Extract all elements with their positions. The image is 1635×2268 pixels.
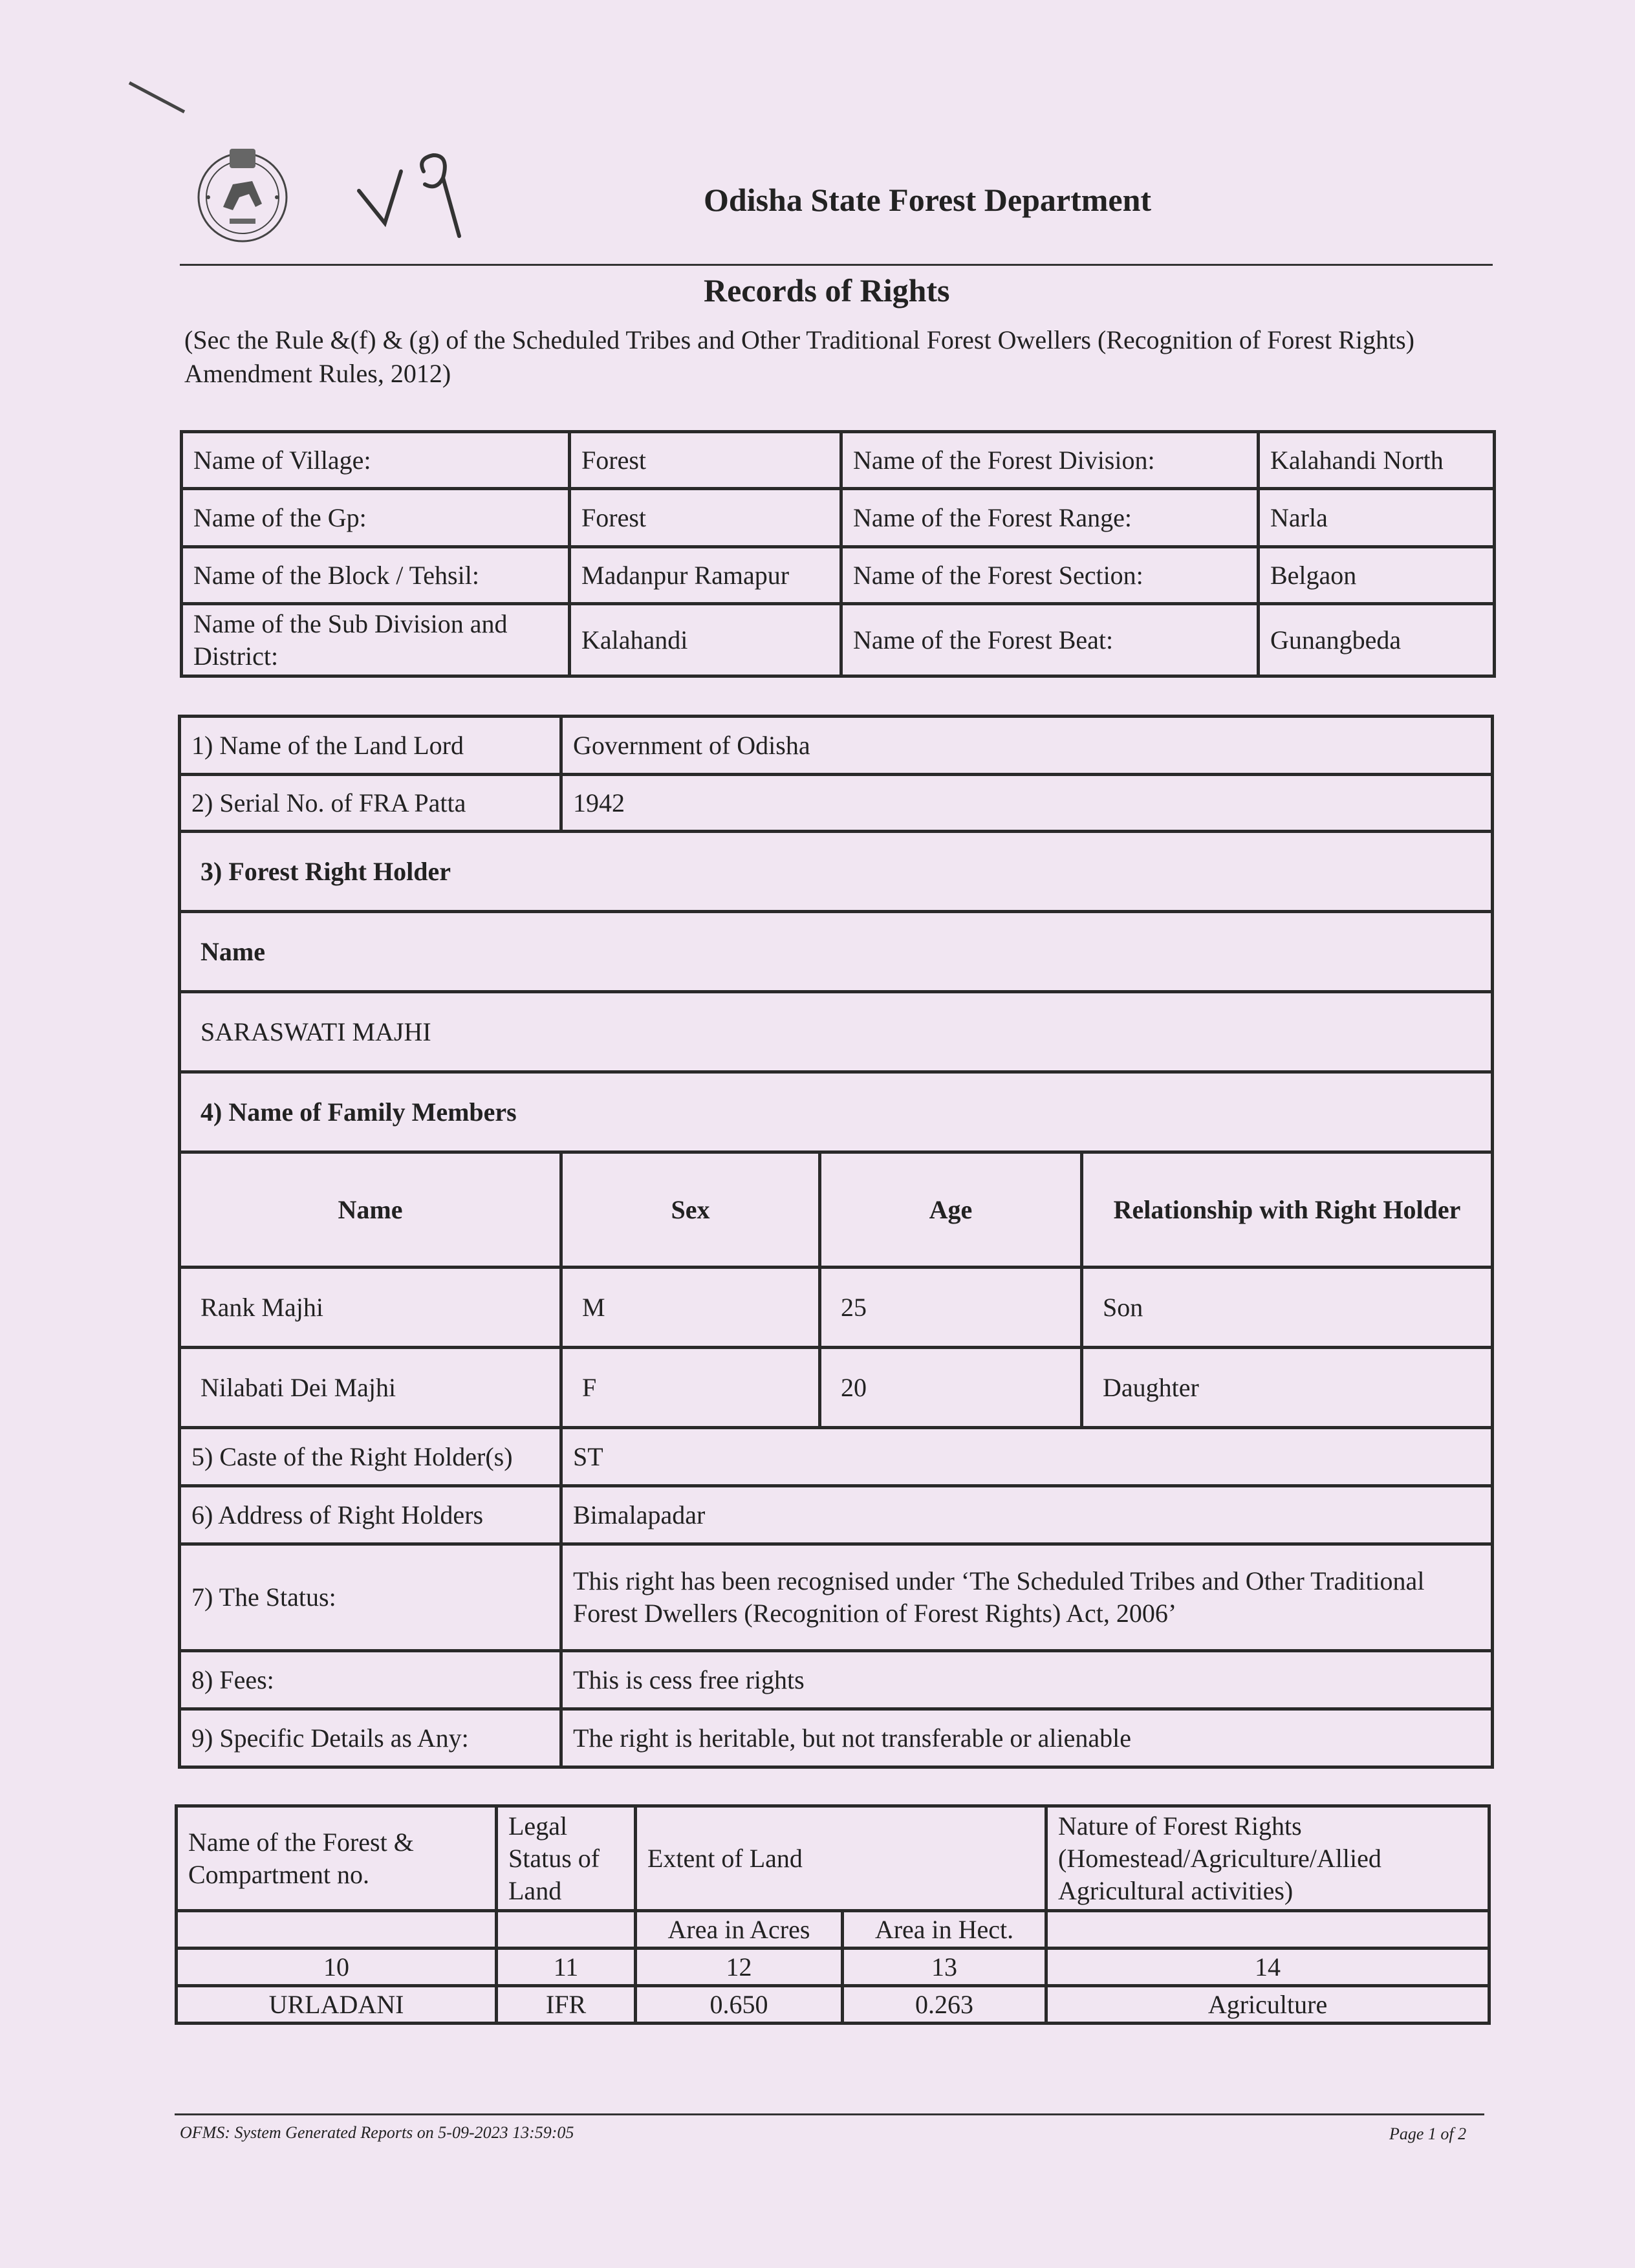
land-acres: 0.650 — [636, 1986, 843, 2024]
footer-divider — [175, 2113, 1484, 2115]
col-forest: Name of the Forest & Compartment no. — [177, 1806, 497, 1911]
land-table — [175, 1804, 1491, 2025]
block-label: Name of the Block / Tehsil: — [182, 547, 570, 604]
beat-value: Gunangbeda — [1259, 604, 1495, 676]
block-value: Madanpur Ramapur — [570, 547, 841, 604]
blank-cell — [497, 1911, 636, 1949]
family-name: Rank Majhi — [180, 1268, 561, 1348]
division-value: Kalahandi North — [1259, 432, 1495, 489]
holder-name: SARASWATI MAJHI — [180, 992, 1493, 1072]
land-hect: 0.263 — [843, 1986, 1046, 2024]
beat-label: Name of the Forest Beat: — [841, 604, 1259, 676]
col-number: 13 — [843, 1949, 1046, 1986]
subdiv-value: Kalahandi — [570, 604, 841, 676]
handwritten-mark — [352, 146, 475, 243]
caste-value: ST — [561, 1428, 1493, 1486]
footer-page-number: Page 1 of 2 — [1389, 2124, 1467, 2143]
family-sex: F — [561, 1348, 820, 1428]
section-value: Belgaon — [1259, 547, 1495, 604]
page-subtitle: (Sec the Rule &(f) & (g) of the Scheduled Tribes and Other Traditional Forest Owellers (Recognition of Forest Rights) Amendment Rules, 2012) — [184, 325, 1414, 388]
location-table — [180, 430, 1496, 678]
subdiv-label: Name of the Sub Division and District: — [182, 604, 570, 676]
fees-label: 8) Fees: — [180, 1651, 561, 1709]
blank-cell — [1046, 1911, 1489, 1949]
status-line-2: Forest Dwellers (Recognition of Forest Rights) Act, 2006’ — [573, 1599, 1177, 1628]
family-heading: 4) Name of Family Members — [180, 1072, 1493, 1152]
header-divider — [180, 264, 1493, 266]
family-name: Nilabati Dei Majhi — [180, 1348, 561, 1428]
family-relation: Daughter — [1082, 1348, 1493, 1428]
col-number: 12 — [636, 1949, 843, 1986]
landlord-value: Government of Odisha — [561, 717, 1493, 775]
family-col-relation: Relationship with Right Holder — [1082, 1152, 1493, 1268]
col-number: 11 — [497, 1949, 636, 1986]
village-label: Name of Village: — [182, 432, 570, 489]
status-line-1: This right has been recognised under ‘The Scheduled Tribes and Other Traditional — [573, 1566, 1425, 1595]
gp-value: Forest — [570, 489, 841, 547]
family-col-age: Age — [820, 1152, 1082, 1268]
record-table — [178, 715, 1494, 1769]
odisha-emblem-logo — [194, 142, 291, 246]
sub-acres: Area in Acres — [636, 1911, 843, 1949]
col-legal: Legal Status of Land — [497, 1806, 636, 1911]
details-value: The right is heritable, but not transferable or alienable — [561, 1709, 1493, 1767]
range-label: Name of the Forest Range: — [841, 489, 1259, 547]
col-extent: Extent of Land — [636, 1806, 1046, 1911]
serial-value: 1942 — [561, 775, 1493, 832]
col-nature: Nature of Forest Rights (Homestead/Agriculture/Allied Agricultural activities) — [1046, 1806, 1489, 1911]
landlord-label: 1) Name of the Land Lord — [180, 717, 561, 775]
status-label: 7) The Status: — [180, 1544, 561, 1651]
department-name: Odisha State Forest Department — [704, 182, 1152, 218]
sub-hect: Area in Hect. — [843, 1911, 1046, 1949]
family-sex: M — [561, 1268, 820, 1348]
family-col-name: Name — [180, 1152, 561, 1268]
details-label: 9) Specific Details as Any: — [180, 1709, 561, 1767]
holder-heading: 3) Forest Right Holder — [180, 832, 1493, 912]
table-row — [180, 1268, 1493, 1348]
section-label: Name of the Forest Section: — [841, 547, 1259, 604]
land-forest: URLADANI — [177, 1986, 497, 2024]
division-label: Name of the Forest Division: — [841, 432, 1259, 489]
col-number: 10 — [177, 1949, 497, 1986]
pen-stroke — [126, 76, 191, 115]
address-label: 6) Address of Right Holders — [180, 1486, 561, 1544]
family-col-sex: Sex — [561, 1152, 820, 1268]
family-relation: Son — [1082, 1268, 1493, 1348]
fees-value: This is cess free rights — [561, 1651, 1493, 1709]
village-value: Forest — [570, 432, 841, 489]
gp-label: Name of the Gp: — [182, 489, 570, 547]
family-age: 25 — [820, 1268, 1082, 1348]
table-row — [180, 1348, 1493, 1428]
footer-generated: OFMS: System Generated Reports on 5-09-2023 13:59:05 — [180, 2123, 574, 2142]
page-title: Records of Rights — [704, 272, 950, 308]
range-value: Narla — [1259, 489, 1495, 547]
name-heading: Name — [180, 912, 1493, 992]
caste-label: 5) Caste of the Right Holder(s) — [180, 1428, 561, 1486]
serial-label: 2) Serial No. of FRA Patta — [180, 775, 561, 832]
blank-cell — [177, 1911, 497, 1949]
address-value: Bimalapadar — [561, 1486, 1493, 1544]
status-value — [561, 1544, 1493, 1651]
family-age: 20 — [820, 1348, 1082, 1428]
land-nature: Agriculture — [1046, 1986, 1489, 2024]
land-legal: IFR — [497, 1986, 636, 2024]
table-row — [177, 1986, 1489, 2024]
col-number: 14 — [1046, 1949, 1489, 1986]
